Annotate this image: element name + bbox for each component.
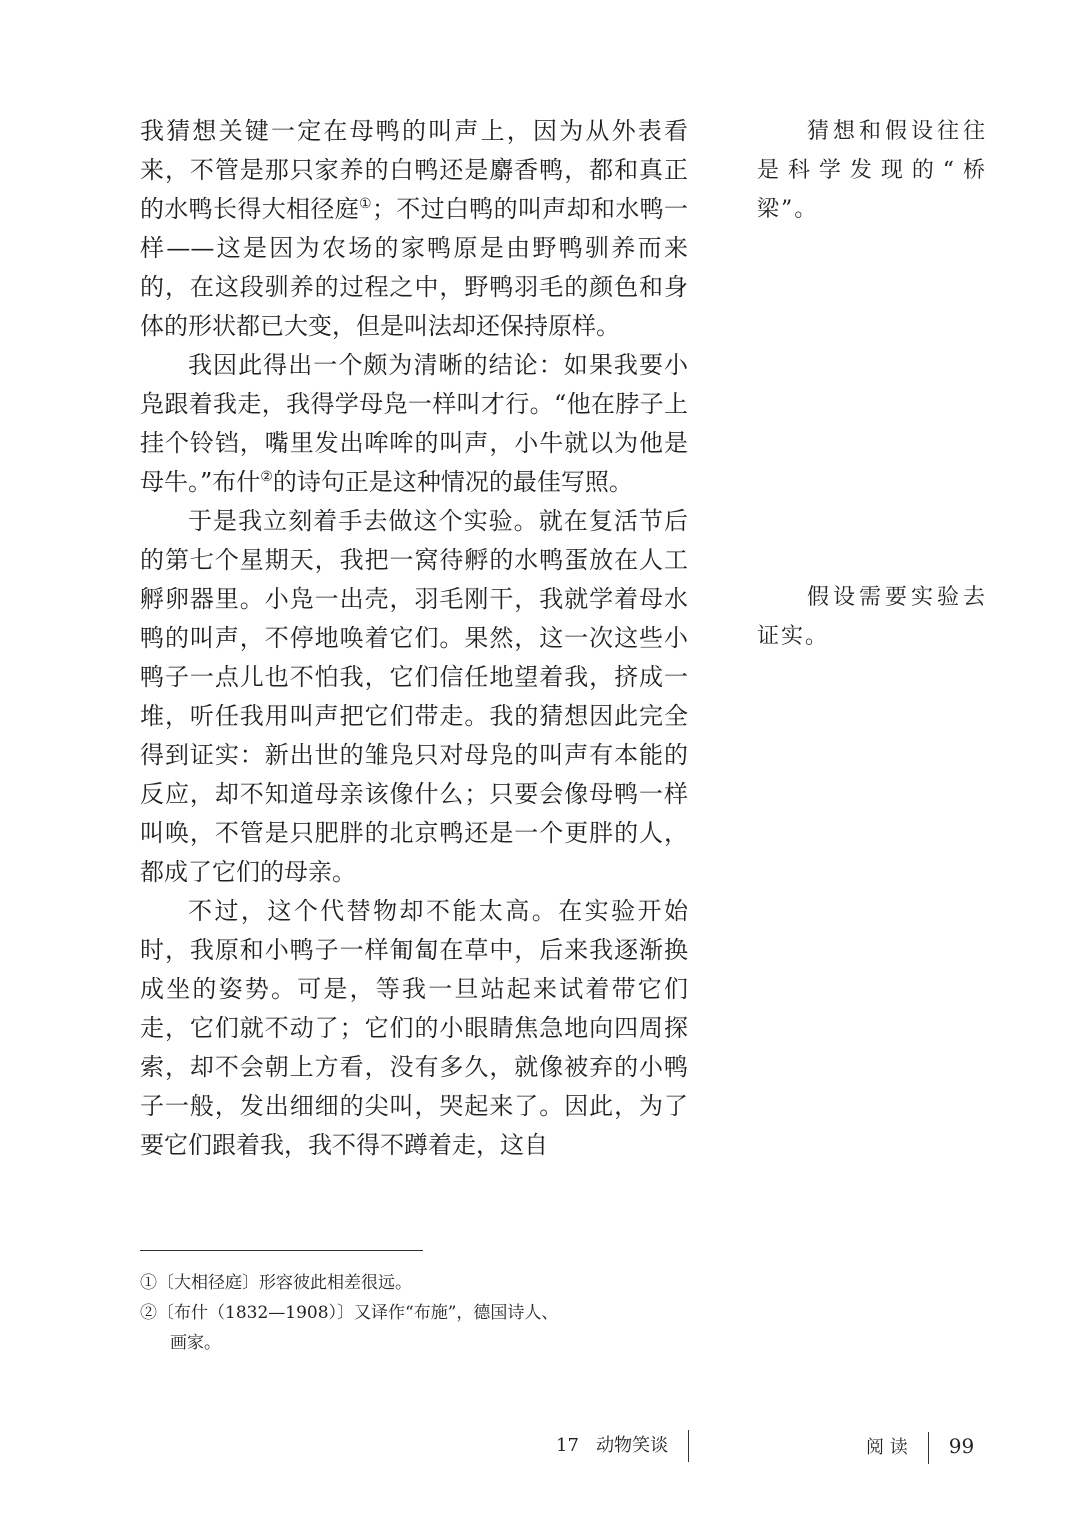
footnote-ref-1: ① <box>359 196 372 212</box>
paragraph-1 <box>140 112 688 346</box>
footnote-2: ②〔布什（1832—1908）〕又译作“布施”，德国诗人、画家。 <box>140 1303 559 1353</box>
footer-divider-left <box>688 1430 689 1462</box>
paragraph-1-text-a: 我猜想关键一定在母鸭的叫声上，因为从外表看来，不管是那只家养的白鸭还是麝香鸭，都和真正的水鸭长得大相径庭 <box>140 117 688 223</box>
footnotes <box>140 1268 560 1358</box>
paragraph-4: 不过，这个代替物却不能太高。在实验开始时，我原和小鸭子一样匍匐在草中，后来我逐渐换成坐的姿势。可是，等我一旦站起来试着带它们走，它们就不动了；它们的小眼睛焦急地向四周探索，却不会朝上方看，没有多久，就像被弃的小鸭子一般，发出细细的尖叫，哭起来了。因此，为了要它们跟着我，我不得不蹲着走，这自 <box>140 897 688 1159</box>
footer-lesson <box>556 1428 709 1468</box>
section-label: 阅 读 <box>866 1437 908 1458</box>
main-text <box>140 112 688 1165</box>
side-note-2 <box>757 578 987 656</box>
page-number: 99 <box>948 1434 975 1458</box>
footnote-divider <box>140 1250 423 1251</box>
paragraph-1-text-b: ；不过白鸭的叫声却和水鸭一样——这是因为农场的家鸭原是由野鸭驯养而来的，在这段驯养的过程之中，野鸭羽毛的颜色和身体的形状都已大变，但是叫法却还保持原样。 <box>140 195 688 340</box>
footnote-1: ①〔大相径庭〕形容彼此相差很远。 <box>140 1273 412 1293</box>
footer-section <box>866 1428 974 1468</box>
paragraph-2-text-a: 我因此得出一个颇为清晰的结论：如果我要小凫跟着我走，我得学母凫一样叫才行。“他在脖子上挂个铃铛，嘴里发出哞哞的叫声，小牛就以为他是母牛。”布什 <box>140 351 688 496</box>
side-note-2-text: 假设需要实验去证实。 <box>757 585 987 649</box>
paragraph-3: 于是我立刻着手去做这个实验。就在复活节后的第七个星期天，我把一窝待孵的水鸭蛋放在人工孵卵器里。小凫一出壳，羽毛刚干，我就学着母水鸭的叫声，不停地唤着它们。果然，这一次这些小鸭子一点儿也不怕我，它们信任地望着我，挤成一堆，听任我用叫声把它们带走。我的猜想因此完全得到证实：新出世的雏凫只对母凫的叫声有本能的反应，却不知道母亲该像什么；只要会像母鸭一样叫唤，不管是只肥胖的北京鸭还是一个更胖的人，都成了它们的母亲。 <box>140 507 688 886</box>
lesson-number: 17 <box>556 1435 579 1456</box>
paragraph-2 <box>140 346 688 502</box>
footnote-ref-2: ② <box>260 469 273 485</box>
footer-divider-right <box>928 1432 929 1464</box>
side-note-1-text: 猜想和假设往往是科学发现的“桥梁”。 <box>757 119 987 222</box>
side-note-1 <box>757 112 987 229</box>
lesson-title: 动物笑谈 <box>596 1435 669 1456</box>
paragraph-2-text-b: 的诗句正是这种情况的最佳写照。 <box>272 468 633 496</box>
